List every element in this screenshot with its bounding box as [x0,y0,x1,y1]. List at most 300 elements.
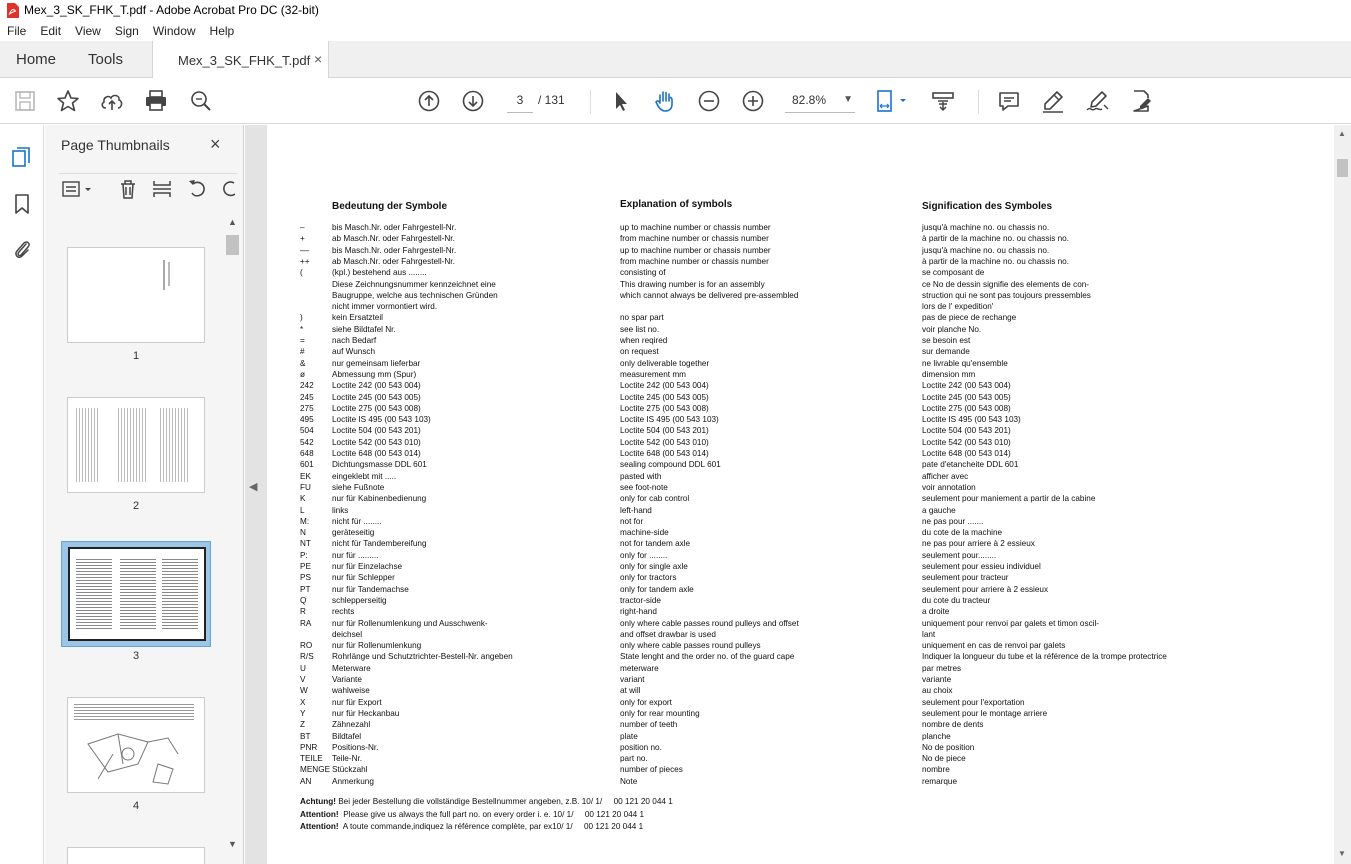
symbol-code: –– [300,245,310,255]
star-icon [55,88,81,114]
german-text: bis Masch.Nr. oder Fahrgestell-Nr. [332,245,457,255]
symbol-code: & [300,358,306,368]
french-text: remarque [922,776,958,786]
edit-document-icon [1128,88,1154,114]
order-note-line [300,797,673,806]
scroll-page-icon [930,88,956,114]
more-tools-button[interactable] [1128,88,1154,114]
symbol-code: PS [300,573,311,583]
thumbnail-number: 2 [132,500,140,512]
french-text: à partir de la machine no. ou chassis no. [922,234,1070,244]
page-thumbnails-panel [45,125,244,864]
french-text: se composant de [922,268,985,278]
german-text: ab Masch.Nr. oder Fahrgestell-Nr. [332,256,455,266]
german-text: Loctite 245 (00 543 005) [332,392,421,402]
english-text: only for tandem axle [620,584,694,594]
english-text: measurement mm [620,369,686,379]
menu-edit[interactable]: Edit [40,23,62,38]
thumbnail-content [163,260,165,290]
pdf-file-icon [6,3,19,18]
hand-tool-button[interactable] [652,88,678,114]
english-text: consisting of [620,268,666,278]
printer-icon [143,88,169,114]
french-text: No de piece [922,754,966,764]
symbol-code: Z [300,720,306,730]
french-text: variante [922,675,952,684]
english-text: see list no. [620,324,660,334]
french-text: Loctite 648 (00 543 014) [922,449,1011,458]
german-text: deichsel [332,629,363,639]
german-text: Variante [332,675,362,684]
symbol-row [267,584,1327,595]
symbol-code: U [300,663,306,673]
english-text: not for [620,516,644,526]
hand-icon [652,88,678,114]
french-text: par metres [922,663,962,673]
symbol-code: X [300,697,306,707]
find-button[interactable] [188,88,214,114]
german-text: Teile-Nr. [332,754,363,764]
english-text: up to machine number or chassis number [620,245,771,255]
french-text: pas de piece de rechange [922,313,1017,323]
page-thumbnail-1[interactable] [67,247,205,343]
english-text: only deliverable together [620,358,710,368]
english-text: Note [620,776,638,786]
symbol-row [267,572,1327,583]
thumbnail-number: 1 [132,350,140,362]
symbol-row [267,493,1327,504]
french-text: seulement pour........ [922,550,997,560]
french-text: seulement pour l'exportation [922,697,1025,707]
french-text: pate d'etancheite DDL 601 [922,460,1019,470]
menu-view[interactable]: View [75,23,101,38]
german-text: Loctite 542 (00 543 010) [332,437,421,447]
symbol-code: K [300,494,306,504]
page-thumbnail-2[interactable] [67,397,205,493]
symbol-row [267,312,1327,323]
arrow-up-circle-icon [416,88,442,114]
tab-close-icon[interactable]: × [314,51,323,67]
symbol-code: RA [300,618,312,628]
scroll-up-icon[interactable]: ▲ [228,217,237,227]
share-upload-button[interactable] [99,88,125,114]
chevron-down-icon: ▼ [843,94,853,105]
german-text: Positions-Nr. [332,742,379,752]
english-text: sealing compound DDL 601 [620,460,721,470]
zoom-in-button[interactable] [740,88,766,114]
thumbnail-content [76,408,100,482]
save-icon [12,88,38,114]
german-text: bis Masch.Nr. oder Fahrgestell-Nr. [332,223,457,232]
french-text: du cote de la machine [922,528,1003,538]
symbol-row [267,516,1327,527]
german-text: Dichtungsmasse DDL 601 [332,460,427,470]
menu-sign[interactable]: Sign [114,23,139,38]
scrollbar-thumb[interactable] [1337,159,1348,177]
tab-document-label: Mex_3_SK_FHK_T.pdf [178,53,311,68]
symbol-code: N [300,528,306,538]
german-text: Rohrlänge und Schutztrichter-Bestell-Nr. angeben [332,652,513,662]
scrollbar-thumb[interactable] [226,235,239,255]
english-text: This drawing number is for an assembly [620,279,765,289]
english-text: only for export [620,697,672,707]
english-text: when reqired [620,336,668,345]
symbol-code: PE [300,562,311,571]
order-note-text: Please give us always the full part no. on every order i. e. 10/ 1/ 00 121 20 044 1 [338,809,645,819]
attachments-toggle[interactable] [11,237,33,261]
english-text: only for cab control [620,494,690,504]
symbol-row [267,448,1327,459]
bookmarks-toggle[interactable] [11,192,33,216]
symbol-code: 601 [300,460,314,470]
symbol-code: ++ [300,256,310,266]
french-text: voir planche No. [922,324,982,334]
panel-title: Page Thumbnails [61,137,170,153]
next-page-button[interactable] [460,88,486,114]
german-text: Abmessung mm (Spur) [332,369,417,379]
symbol-code: V [300,675,306,684]
german-text: kein Ersatzteil [332,313,383,323]
german-text: nicht für ........ [332,516,382,526]
symbol-row [267,708,1327,719]
symbol-code: NT [300,539,311,549]
scroll-mode-button[interactable] [930,88,956,114]
symbol-row [267,697,1327,708]
symbol-code: 648 [300,449,314,458]
symbol-row [267,346,1327,357]
english-text: only for tractors [620,573,677,583]
symbol-row [267,595,1327,606]
symbol-row [267,606,1327,617]
fit-width-icon [873,88,913,114]
symbol-code: R/S [300,652,314,662]
zoom-out-button[interactable] [696,88,722,114]
symbol-row [267,425,1327,436]
thumbnail-drawing [78,724,194,788]
french-text: seulement pour arriere à 2 essieux [922,584,1049,594]
english-text: only where cable passes round pulleys and offset [620,618,799,628]
order-note-line [300,810,644,819]
english-text: Loctite 542 (00 543 010) [620,437,709,447]
english-text: at will [620,686,641,696]
french-text: Indiquer la longueur du tube et la référence de la trompe protectrice [922,652,1167,662]
toolbar [0,78,1351,124]
german-text: Loctite 504 (00 543 201) [332,426,421,436]
symbol-row [267,471,1327,482]
german-text: siehe Fußnote [332,482,385,492]
french-text: struction qui ne sont pas toujours pressembles [922,290,1091,300]
order-note-text: Bei jeder Bestellung die vollständige Bestellnummer angeben, z.B. 10/ 1/ 00 121 20 044 1 [335,797,673,806]
english-text: machine-side [620,528,669,538]
french-text: lant [922,629,936,639]
symbol-row [267,719,1327,730]
german-text: Loctite 275 (00 543 008) [332,403,421,413]
trash-icon [117,178,139,200]
german-text: eingeklebt mit ..... [332,471,397,481]
french-text: seulement pour essieu individuel [922,562,1041,571]
symbol-row [267,358,1327,369]
arrow-down-circle-icon [460,88,486,114]
symbol-code: Q [300,595,307,605]
print-button[interactable] [143,88,169,114]
english-text: from machine number or chassis number [620,234,769,244]
delete-pages-button[interactable] [117,178,139,200]
english-text: variant [620,675,645,684]
symbol-code: EK [300,471,311,481]
menu-help[interactable]: Help [209,23,235,38]
thumbnail-content [162,559,198,631]
german-text: nur für Rollenumlenkung und Ausschwenk- [332,618,488,628]
english-text: plate [620,731,638,741]
german-text: Bildtafel [332,731,362,741]
english-text: part no. [620,754,648,764]
english-text: right-hand [620,607,657,617]
thumbnail-number: 4 [132,800,140,812]
symbol-row [267,324,1327,335]
french-text: ce No de dessin signifie des elements de con- [922,279,1090,289]
symbol-row [267,301,1327,312]
order-note-label: Achtung! [300,797,336,806]
symbol-code: MENGE [300,765,331,775]
german-text: (kpl.) bestehend aus ........ [332,268,427,278]
page-number-input[interactable]: 3 [507,89,533,113]
symbol-row [267,392,1327,403]
symbol-row [267,267,1327,278]
document-scrollbar[interactable] [1334,125,1351,864]
english-text: tractor-side [620,595,661,605]
thumbnail-number: 3 [132,650,140,662]
english-text: Loctite 275 (00 543 008) [620,403,709,413]
document-view [245,125,1351,864]
zoom-level-value: 82.8% [792,93,827,107]
symbol-code: + [300,234,305,244]
german-text: Loctite IS 495 (00 543 103) [332,415,431,425]
heading-french: Signification des Symboles [922,201,1053,212]
tab-bar [0,41,1351,78]
thumbnail-options-button[interactable] [61,178,97,200]
tab-document[interactable] [152,41,329,79]
comment-button[interactable] [996,88,1022,114]
french-text: Loctite 245 (00 543 005) [922,392,1011,402]
french-text: Loctite 275 (00 543 008) [922,403,1011,413]
french-text: se besoin est [922,336,971,345]
german-text: nur für Einzelachse [332,562,403,571]
scroll-down-icon[interactable]: ▼ [1338,849,1346,858]
rotate-left-button[interactable] [186,178,208,200]
symbol-code: = [300,336,305,345]
page-thumbnails-toggle[interactable] [11,146,33,170]
german-text: Baugruppe, welche aus technischen Gründen [332,290,498,300]
english-text: meterware [620,663,659,673]
french-text: au choix [922,686,953,696]
symbol-code: Y [300,708,306,718]
zoom-search-icon [188,88,214,114]
english-text: left-hand [620,505,652,515]
symbol-row [267,222,1327,233]
tab-home[interactable]: Home [16,51,57,68]
symbol-row [267,663,1327,674]
german-text: nur für Tandemachse [332,584,409,594]
german-text: siehe Bildtafel Nr. [332,324,396,334]
symbol-code: # [300,347,305,357]
minus-circle-icon [696,88,722,114]
symbol-code: 242 [300,381,314,391]
french-text: afficher avec [922,471,969,481]
symbol-row [267,550,1327,561]
thumbnail-content [120,559,156,631]
french-text: lors de l' expedition' [922,302,994,312]
french-text: planche [922,731,951,741]
german-text: nur für Kabinenbedienung [332,494,427,504]
zoom-level-select[interactable] [785,89,855,113]
german-text: nur für ......... [332,550,379,560]
thumbnail-content [76,559,112,631]
german-text: links [332,505,349,515]
symbol-code: 245 [300,392,314,402]
symbol-row [267,414,1327,425]
english-text: Loctite 242 (00 543 004) [620,381,709,391]
symbol-row [267,233,1327,244]
pdf-page [267,125,1335,864]
bookmark-star-button[interactable] [55,88,81,114]
symbol-row [267,482,1327,493]
german-text: Loctite 242 (00 543 004) [332,381,421,391]
german-text: Stückzahl [332,765,368,775]
symbol-row [267,459,1327,470]
symbol-code: R [300,607,306,617]
order-note-line [300,822,643,831]
symbol-code: PT [300,584,311,594]
menu-bar [0,20,1351,41]
english-text: from machine number or chassis number [620,256,769,266]
menu-file[interactable]: File [7,23,27,38]
german-text: nur für Rollenumlenkung [332,641,422,651]
symbol-row [267,279,1327,290]
french-text: voir annotation [922,482,976,492]
rotate-right-button[interactable] [219,178,235,200]
symbol-row [267,742,1327,753]
english-text: see foot-note [620,482,668,492]
select-tool-button[interactable] [608,88,634,114]
page-thumbnail-3-selected[interactable] [61,541,211,647]
french-text: jusqu'à machine no. ou chassis no. [922,245,1050,255]
english-text: State lenght and the order no. of the guard cape [620,652,795,662]
thumbnail-content [168,262,170,286]
symbol-code: 275 [300,403,314,413]
english-text: position no. [620,742,662,752]
symbol-row [267,256,1327,267]
french-text: à partir de la machine no. ou chassis no. [922,256,1070,266]
french-text: ne livrable qu'ensemble [922,358,1008,368]
french-text: ne pas pour ....... [922,516,984,526]
bookmark-icon [11,192,33,216]
paperclip-icon [11,237,33,261]
menu-window[interactable]: Window [152,23,196,38]
cursor-arrow-icon [608,88,634,114]
symbol-row [267,403,1327,414]
symbol-row [267,290,1327,301]
english-text: Loctite 245 (00 543 005) [620,392,709,402]
french-text: sur demande [922,347,970,357]
fill-sign-pen-icon [1084,88,1110,114]
fit-page-button[interactable] [873,88,913,114]
rotate-ccw-icon [186,178,208,200]
german-text: Diese Zeichnungsnummer kennzeichnet eine [332,279,496,289]
page-thumbnail-4[interactable] [67,697,205,793]
scroll-up-icon[interactable]: ▲ [1338,129,1346,138]
german-text: nur gemeinsam lieferbar [332,358,421,368]
symbol-code: 495 [300,415,314,425]
symbol-code: 542 [300,437,314,447]
order-note-text: A toute commande,indiquez la référence complète, par ex10/ 1/ 00 121 20 044 1 [338,822,644,831]
highlight-button[interactable] [1040,88,1066,114]
english-text: number of pieces [620,765,683,775]
french-text: ne pas pour arriere à 2 essieux [922,539,1035,549]
german-text: auf Wunsch [332,347,376,357]
tab-tools[interactable]: Tools [88,51,124,68]
french-text: a gauche [922,505,956,515]
navigation-rail [0,125,44,864]
symbol-code: L [300,505,305,515]
rotate-cw-icon [219,178,235,200]
order-note-label: Attention! [300,822,339,831]
english-text: which cannot always be delivered pre-assembled [620,290,799,300]
symbol-row [267,674,1327,685]
title-bar [0,0,1351,20]
symbol-row [267,527,1327,538]
english-text: only where cable passes round pulleys [620,641,761,651]
english-text: up to machine number or chassis number [620,223,771,232]
symbol-row [267,629,1327,640]
symbol-code: TEILE [300,754,323,764]
thumbnail-content [74,704,194,720]
page-thumbnail-5[interactable] [67,847,205,864]
symbol-code: ) [300,313,303,323]
symbol-code: ( [300,268,303,278]
german-text: geräteseitig [332,528,375,538]
french-text: No de position [922,742,975,752]
french-text: du cote du tracteur [922,595,991,605]
french-text: dimension mm [922,369,976,379]
symbol-row [267,245,1327,256]
page-total: / 131 [538,93,565,107]
english-text: pasted with [620,471,662,481]
previous-page-button[interactable] [416,88,442,114]
thumbnail-scrollbar[interactable] [225,217,239,857]
symbol-row [267,561,1327,572]
scroll-down-icon[interactable]: ▼ [228,839,237,849]
english-text: not for tandem axle [620,539,691,549]
insert-page-button[interactable] [151,178,173,200]
symbol-code: 504 [300,426,314,436]
english-text: Loctite IS 495 (00 543 103) [620,415,719,425]
french-text: Loctite 542 (00 543 010) [922,437,1011,447]
symbol-row [267,437,1327,448]
symbol-row [267,505,1327,516]
symbol-code: FU [300,482,311,492]
panel-close-icon[interactable]: × [210,134,221,154]
symbol-row [267,335,1327,346]
symbol-code: – [300,223,305,232]
insert-page-icon [151,178,173,200]
toolbar-divider [590,90,591,114]
english-text: only for ........ [620,550,668,560]
collapse-panel-icon[interactable]: ◀ [249,481,258,493]
sign-button[interactable] [1084,88,1110,114]
symbol-code: ø [300,369,306,379]
save-button[interactable] [12,88,38,114]
french-text: nombre [922,765,950,775]
